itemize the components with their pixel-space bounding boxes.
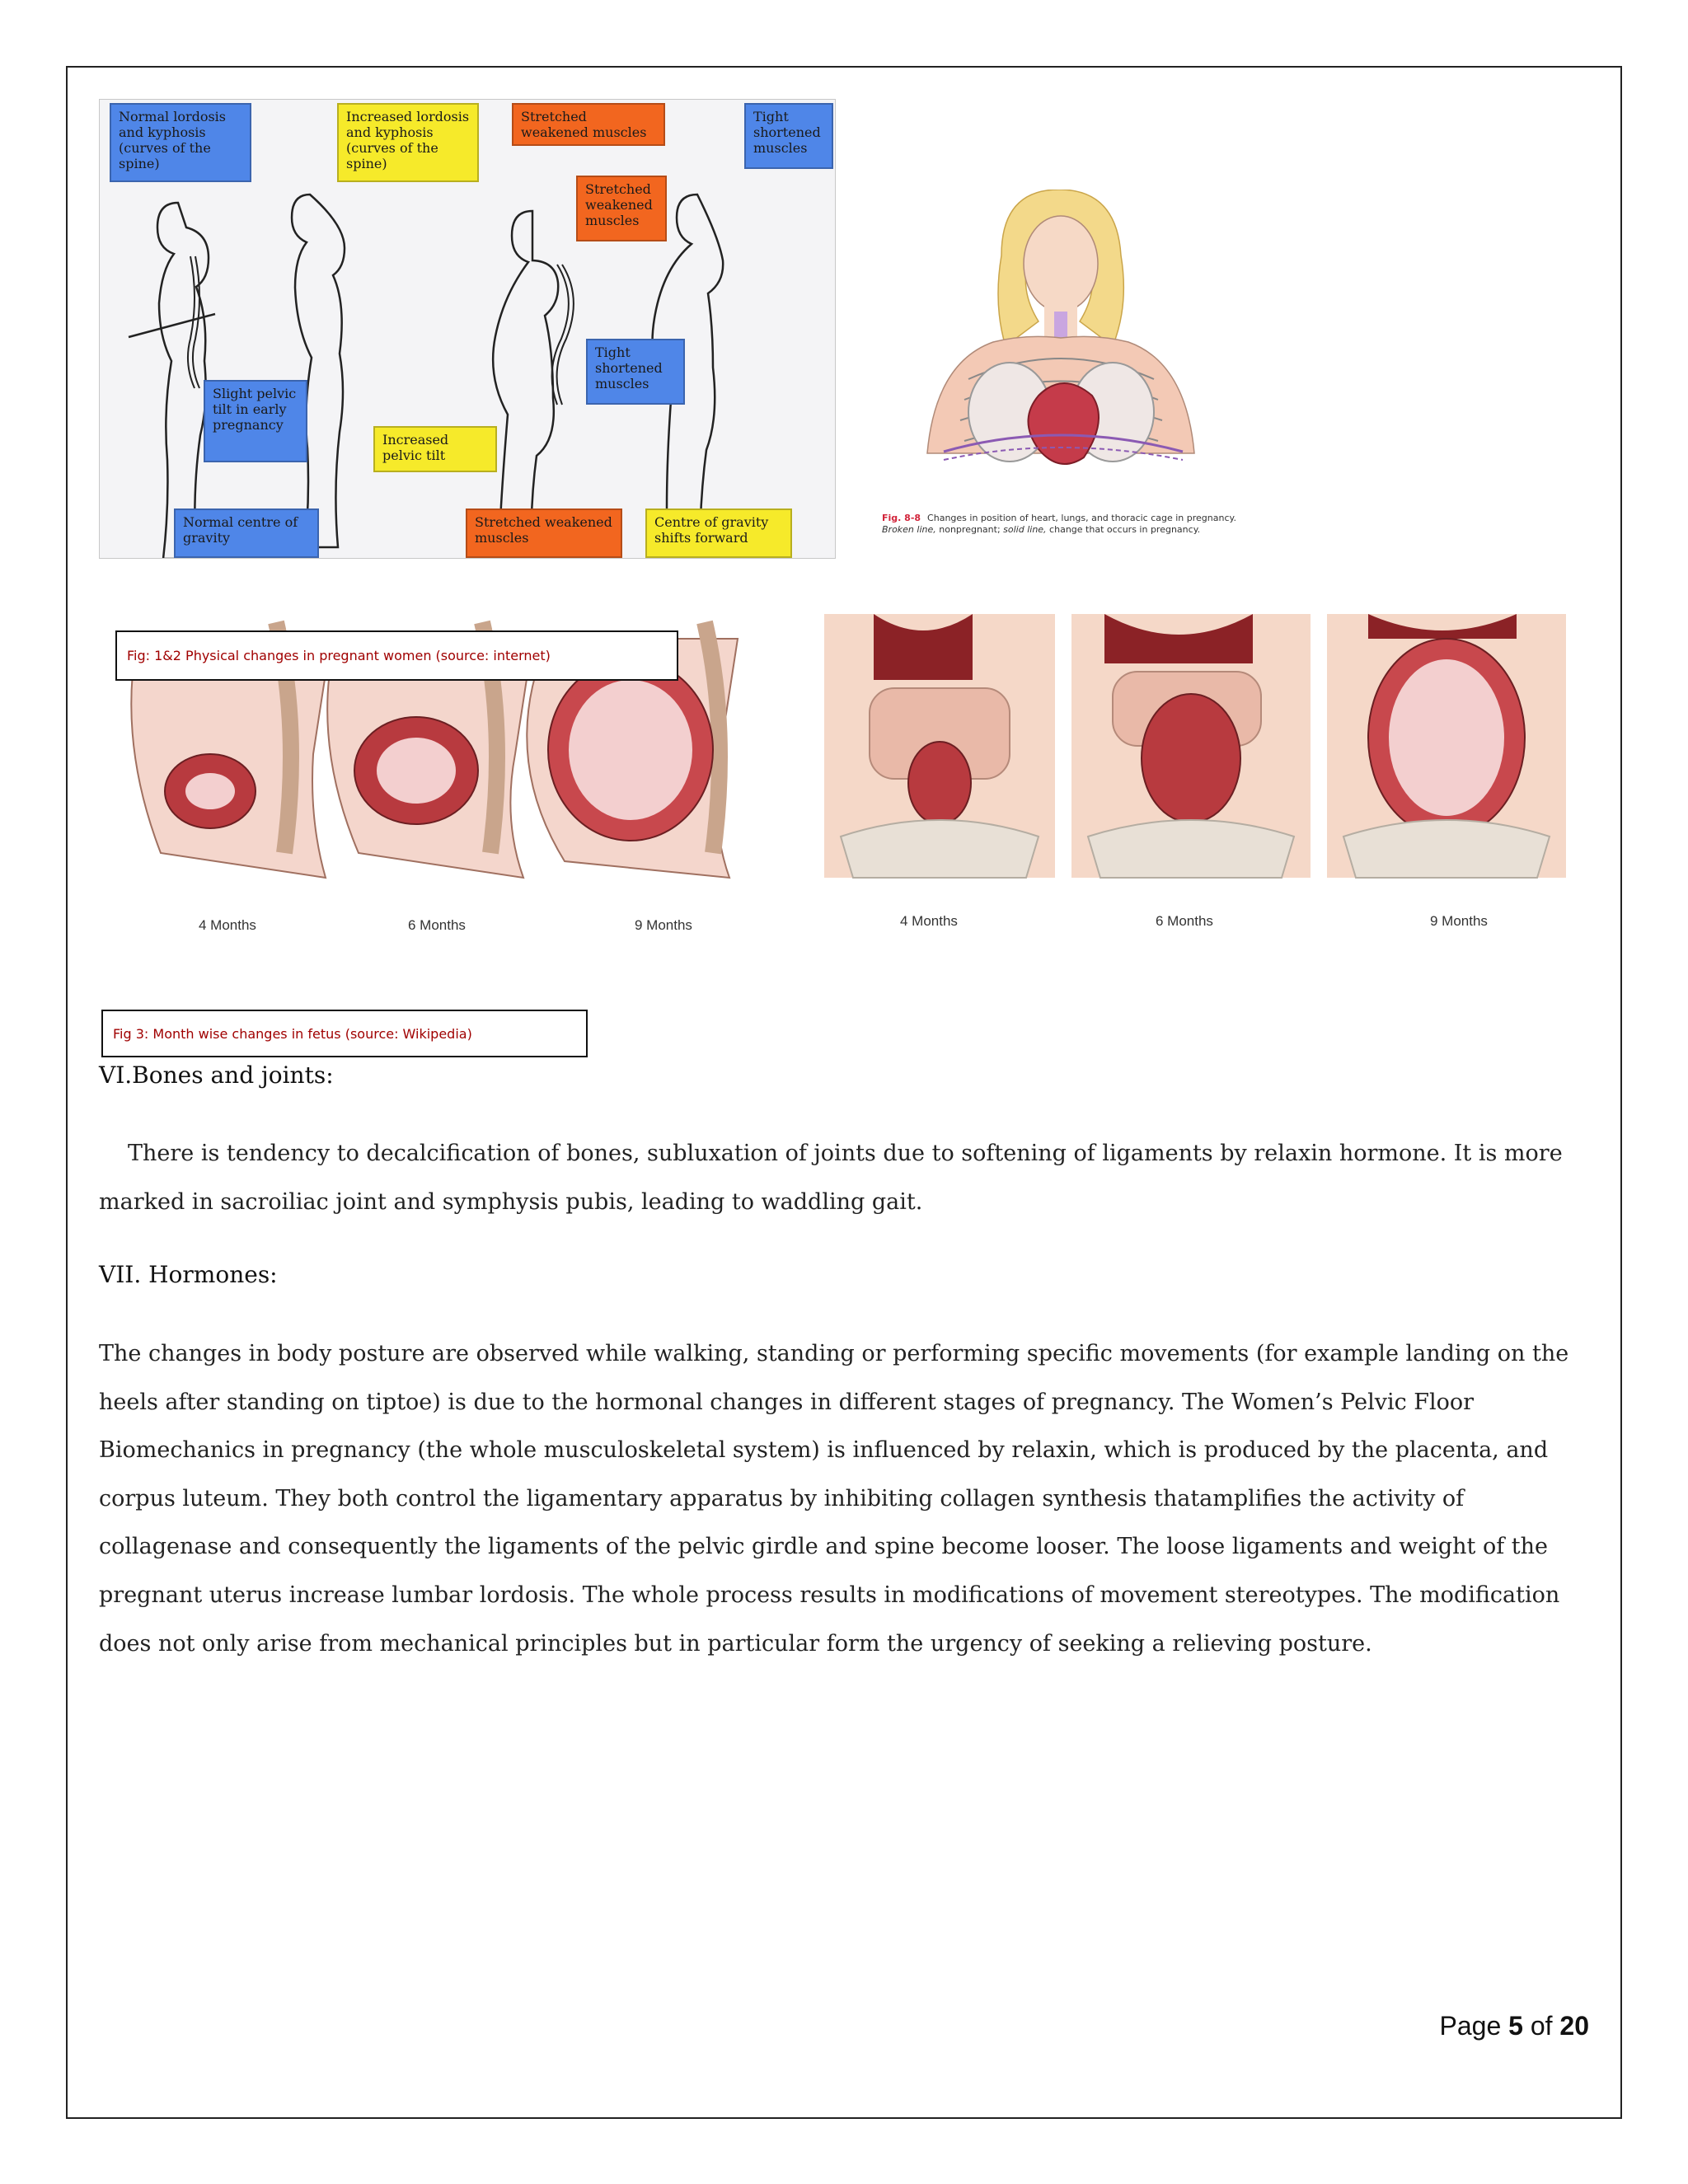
thorax-caption-mid: nonpregnant; [935, 524, 1004, 535]
callout-slight-pelvic-tilt: Slight pelvic tilt in early pregnancy [204, 380, 307, 462]
silhouette-normal [157, 203, 209, 559]
callout-stretched-mid: Stretched weakened muscles [576, 176, 667, 241]
thorax-illustration [878, 190, 1249, 511]
figure-3-caption [101, 1010, 588, 1057]
callout-stretched-bottom: Stretched weakened muscles [466, 509, 622, 558]
callout-normal-centre: Normal centre of gravity [174, 509, 319, 558]
figure-3-caption-text: Fig 3: Month wise changes in fetus (source: Wikipedia) [113, 1025, 472, 1042]
page-number [1440, 2011, 1589, 2041]
thorax-caption-solid: solid line, [1003, 524, 1047, 535]
silhouette-side [292, 194, 345, 547]
current-page: 5 [1508, 2011, 1523, 2041]
thorax-caption [882, 513, 1245, 536]
silhouette-pregnant [493, 211, 558, 555]
callout-normal-lordosis: Normal lordosis and kyphosis (curves of the spine) [110, 103, 251, 182]
sagittal-label-4: 4 Months [199, 917, 256, 933]
page-word: Page [1439, 2011, 1502, 2041]
thorax-caption-text: Changes in position of heart, lungs, and thoracic cage in pregnancy. [927, 513, 1236, 523]
thorax-fig-number: Fig. 8-8 [882, 513, 921, 523]
thorax-figure [878, 190, 1249, 552]
total-pages: 20 [1559, 2011, 1589, 2041]
sagittal-label-9: 9 Months [635, 917, 692, 933]
fetus-frontal-figure [808, 614, 1574, 944]
callout-tight-top: Tight shortened muscles [744, 103, 833, 169]
callout-tight-mid: Tight shortened muscles [586, 339, 685, 405]
of-word: of [1530, 2011, 1553, 2041]
callout-centre-forward: Centre of gravity shifts forward [645, 509, 792, 558]
frontal-label-9: 9 Months [1430, 913, 1488, 929]
fetus-frontal-illustration [808, 614, 1574, 886]
thorax-caption-end: change that occurs in pregnancy. [1046, 524, 1201, 535]
thorax-caption-broken: Broken line, [882, 524, 936, 535]
bones-joints-heading: VI.Bones and joints: [99, 1062, 334, 1089]
hormones-heading: VII. Hormones: [99, 1261, 278, 1288]
callout-stretched-top: Stretched weakened muscles [512, 103, 665, 146]
sagittal-label-6: 6 Months [408, 917, 466, 933]
callout-increased-lordosis: Increased lordosis and kyphosis (curves of the spine) [337, 103, 479, 182]
posture-figure [99, 99, 836, 559]
frontal-label-6: 6 Months [1156, 913, 1213, 929]
figure-1-2-caption [115, 630, 678, 681]
hormones-paragraph: The changes in body posture are observed while walking, standing or performing specific movements (for example landing on the heels after standing on tiptoe) is due to the hormonal changes in different stages of pregnancy. The Women’s Pelvic Floor Biomechanics in pregnancy (the whole musculoskeletal system) is influenced by relaxin, which is produced by the placenta, and corpus luteum. They both control the ligamentary apparatus by inhibiting collagen synthesis thatamplifies the activity of collagenase and consequently the ligaments of the pelvic girdle and spine become looser. The loose ligaments and weight of the pregnant uterus increase lumbar lordosis. The whole process results in modifications of movement stereotypes. The modification does not only arise from mechanical principles but in particular form the urgency of seeking a relieving posture. [99, 1341, 1569, 1657]
pelvic-tilt-line [129, 314, 215, 337]
callout-increased-pelvic-tilt: Increased pelvic tilt [373, 426, 497, 472]
bones-joints-paragraph: There is tendency to decalcification of bones, subluxation of joints due to softening of ligaments by relaxin hormone. It is more marked in sacroiliac joint and symphysis pubis, leading to waddling gait. [99, 1141, 1563, 1215]
frontal-label-4: 4 Months [900, 913, 958, 929]
figure-1-2-caption-text: Fig: 1&2 Physical changes in pregnant women (source: internet) [127, 648, 551, 663]
